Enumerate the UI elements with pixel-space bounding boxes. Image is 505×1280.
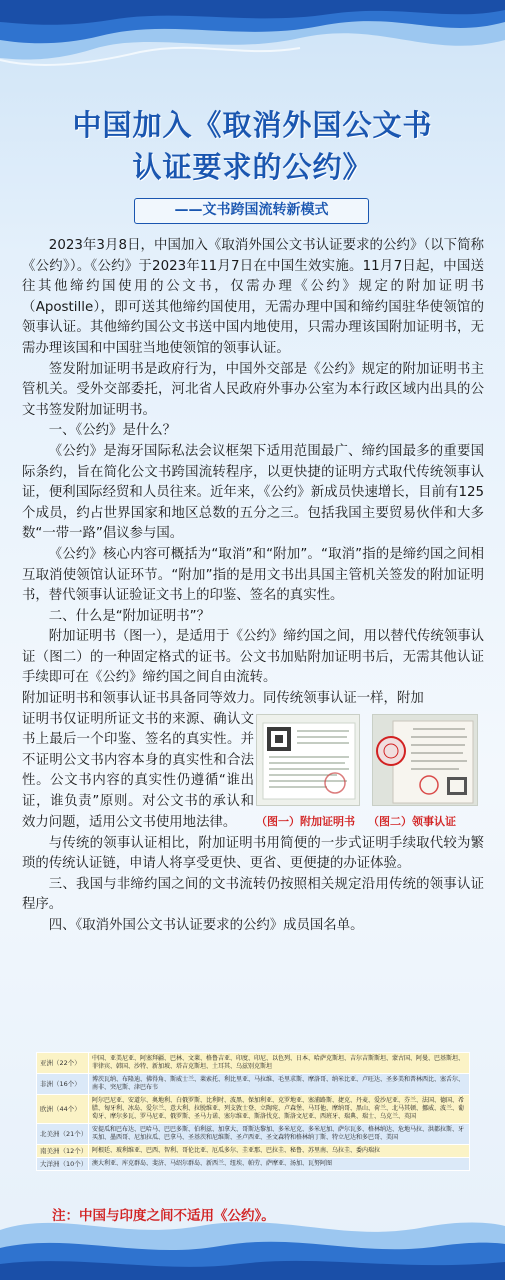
heading-member-list: 四、《取消外国公文书认证要求的公约》成员国名单。 <box>48 918 364 934</box>
paragraph-authority: 签发附加证明书是政府行为，中国外交部是《公约》规定的附加证明书主管机关。受外交部委托，河北省人民政府外事办公室为本行政区域内出具的公文书签发附加证明书。 <box>22 361 484 418</box>
paragraph-intro: 2023年3月8日，中国加入《取消外国公文书认证要求的公约》（以下简称《公约》）。《公约》于2023年11月7日在中国生效实施。11月7日起，中国送往其他缔约国使用的公文书，仅需办理《公约》规定的附加证明书（Apostille），即可送其他缔约国使用，无需办理中国和缔约国驻华使领馆的领事认证。其他缔约国公文书送中国内地使用，只需办理该国附加证明书，无需办理该国和中国驻当地使领馆的领事认证。 <box>22 238 484 356</box>
india-note: 注：中国与印度之间不适用《公约》。 <box>52 1208 275 1224</box>
table-row <box>37 1095 470 1124</box>
region-cell: 大洋洲（10个） <box>37 1158 89 1171</box>
title-line-2: 认证要求的公约》 <box>132 150 373 184</box>
title-line-1: 中国加入《取消外国公文书 <box>72 108 433 142</box>
paragraph-apostille-effect: 附加证明书和领事认证书具备同等效力。同传统领事认证一样，附加 <box>22 691 424 707</box>
region-cell: 北美洲（21个） <box>37 1124 89 1145</box>
top-wave-decoration <box>0 0 505 110</box>
subtitle: ——文书跨国流转新模式 <box>134 198 369 224</box>
consular-authentication-image <box>372 714 478 806</box>
region-cell: 亚洲（22个） <box>37 1053 89 1074</box>
table-row <box>37 1124 470 1145</box>
table-row <box>37 1158 470 1171</box>
table-row <box>37 1053 470 1074</box>
bottom-wave-decoration <box>0 1170 505 1280</box>
region-cell: 南美洲（12个） <box>37 1145 89 1158</box>
heading-section-1: 一、《公约》是什么？ <box>48 423 177 439</box>
region-cell: 非洲（16个） <box>37 1074 89 1095</box>
paragraph-comparison: 与传统的领事认证相比，附加证明书用简便的一步式证明手续取代较为繁琐的传统认证链，申请人将享受更快、更省、更便捷的办证体验。 <box>22 835 484 872</box>
main-content <box>22 236 484 937</box>
page-title <box>0 104 505 188</box>
countries-cell: 阿根廷、玻利维亚、巴西、智利、哥伦比亚、厄瓜多尔、圭亚那、巴拉圭、秘鲁、苏里南、乌拉圭、委内瑞拉 <box>89 1145 470 1158</box>
table-row <box>37 1145 470 1158</box>
figure-group <box>256 714 486 832</box>
paragraph-non-member: 三、我国与非缔约国之间的文书流转仍按照相关规定沿用传统的领事认证程序。 <box>22 876 484 913</box>
figure-caption-apostille: （图一）附加证明书 <box>256 814 355 828</box>
countries-cell: 博茨瓦纳、布隆迪、佛得角、斯威士兰、莱索托、利比里亚、马拉维、毛里求斯、摩洛哥、纳米比亚、卢旺达、圣多美和普林西比、塞舌尔、南非、突尼斯、津巴布韦 <box>89 1074 470 1095</box>
heading-section-2: 二、什么是“附加证明书”？ <box>48 608 210 624</box>
member-country-table <box>36 1052 470 1171</box>
figure-caption-consular: （图二）领事认证 <box>368 814 456 828</box>
apostille-certificate-image <box>256 714 360 806</box>
countries-cell: 阿尔巴尼亚、安道尔、奥地利、白俄罗斯、比利时、波黑、保加利亚、克罗地亚、塞浦路斯、捷克、丹麦、爱沙尼亚、芬兰、法国、德国、希腊、匈牙利、冰岛、爱尔兰、意大利、拉脱维亚、列支敦士登、立陶宛、卢森堡、马耳他、摩纳哥、黑山、荷兰、北马其顿、挪威、波兰、葡萄牙、摩尔多瓦、罗马尼亚、俄罗斯、圣马力诺、塞尔维亚、斯洛伐克、斯洛文尼亚、西班牙、瑞典、瑞士、乌克兰、英国 <box>89 1095 470 1124</box>
paragraph-apostille-scope: 证明书仅证明所证文书的来源、确认文书上最后一个印鉴、签名的真实性。并不证明公文书内容本身的真实性和合法性。公文书内容的真实性仍遵循“谁出证，谁负责”原则。对公文书的承认和效力问题，适用公文书使用地法律。 <box>22 711 254 830</box>
countries-cell: 安提瓜和巴布达、巴哈马、巴巴多斯、伯利兹、加拿大、哥斯达黎加、多米尼克、多米尼加、萨尔瓦多、格林纳达、危地马拉、洪都拉斯、牙买加、墨西哥、尼加拉瓜、巴拿马、圣基茨和尼维斯、圣卢西亚、圣文森特和格林纳丁斯、特立尼达和多巴哥、美国 <box>89 1124 470 1145</box>
table-row <box>37 1074 470 1095</box>
paragraph-convention-what: 《公约》是海牙国际私法会议框架下适用范围最广、缔约国最多的重要国际条约，旨在简化公文书跨国流转程序，以更快捷的证明方式取代传统领事认证，便利国际经贸和人员往来。近年来，《公约》新成员快速增长，目前有125个成员，约占世界国家和地区总数的五分之三。包括我国主要贸易伙伴和大多数“一带一路”倡议参与国。 <box>22 443 484 542</box>
region-cell: 欧洲（44个） <box>37 1095 89 1124</box>
countries-cell: 中国、亚美尼亚、阿塞拜疆、巴林、文莱、格鲁吉亚、印度、印尼、以色列、日本、哈萨克斯坦、吉尔吉斯斯坦、蒙古国、阿曼、巴基斯坦、菲律宾、韩国、沙特、新加坡、塔吉克斯坦、土耳其、乌兹别克斯坦 <box>89 1053 470 1074</box>
paragraph-apostille-def: 附加证明书（图一），是适用于《公约》缔约国之间，用以替代传统领事认证（图二）的一种固定格式的证书。公文书加贴附加证明书后，无需其他认证手续即可在《公约》缔约国之间自由流转。 <box>22 629 484 686</box>
paragraph-convention-core: 《公约》核心内容可概括为“取消”和“附加”。“取消”指的是缔约国之间相互取消使领馆认证环节。“附加”指的是用文书出具国主管机关签发的附加证明书，替代领事认证验证文书上的印鉴、签名的真实性。 <box>22 546 484 604</box>
apostille-section-with-images <box>22 710 484 834</box>
countries-cell: 澳大利亚、库克群岛、斐济、马绍尔群岛、新西兰、纽埃、帕劳、萨摩亚、汤加、瓦努阿图 <box>89 1158 470 1171</box>
